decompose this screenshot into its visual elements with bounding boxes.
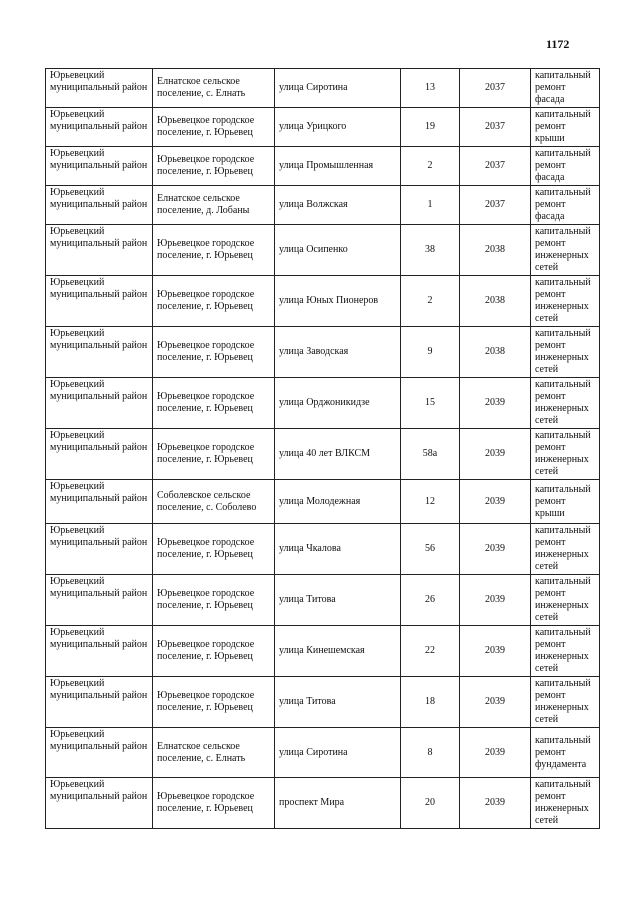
settlement-cell: Юрьевецкое городское поселение, г. Юрьевец: [153, 327, 275, 378]
table-row: [46, 677, 600, 728]
house-number-cell: 8: [401, 728, 460, 778]
year-cell: 2037: [460, 147, 531, 186]
table-row: [46, 524, 600, 575]
house-number-cell: 18: [401, 677, 460, 728]
work-type-cell: капитальный ремонт инженерных сетей: [531, 524, 600, 575]
year-cell: 2039: [460, 480, 531, 524]
street-cell: улица Чкалова: [275, 524, 401, 575]
district-cell: Юрьевецкий муниципальный район: [46, 677, 153, 728]
settlement-cell: Юрьевецкое городское поселение, г. Юрьевец: [153, 524, 275, 575]
year-cell: 2037: [460, 186, 531, 225]
year-cell: 2039: [460, 677, 531, 728]
house-number-cell: 58а: [401, 429, 460, 480]
district-cell: Юрьевецкий муниципальный район: [46, 225, 153, 276]
repair-schedule-table: [45, 68, 600, 829]
district-cell: Юрьевецкий муниципальный район: [46, 276, 153, 327]
district-cell: Юрьевецкий муниципальный район: [46, 524, 153, 575]
street-cell: улица Орджоникидзе: [275, 378, 401, 429]
work-type-cell: капитальный ремонт инженерных сетей: [531, 429, 600, 480]
street-cell: улица Сиротина: [275, 69, 401, 108]
table-row: [46, 147, 600, 186]
work-type-cell: капитальный ремонт фасада: [531, 69, 600, 108]
district-cell: Юрьевецкий муниципальный район: [46, 69, 153, 108]
house-number-cell: 12: [401, 480, 460, 524]
page-number: 1172: [546, 37, 570, 51]
settlement-cell: Юрьевецкое городское поселение, г. Юрьевец: [153, 147, 275, 186]
settlement-cell: Юрьевецкое городское поселение, г. Юрьевец: [153, 429, 275, 480]
year-cell: 2039: [460, 575, 531, 626]
house-number-cell: 20: [401, 778, 460, 829]
street-cell: улица Титова: [275, 575, 401, 626]
settlement-cell: Юрьевецкое городское поселение, г. Юрьевец: [153, 575, 275, 626]
house-number-cell: 15: [401, 378, 460, 429]
table-row: [46, 186, 600, 225]
district-cell: Юрьевецкий муниципальный район: [46, 480, 153, 524]
table-row: [46, 778, 600, 829]
settlement-cell: Елнатское сельское поселение, с. Елнать: [153, 69, 275, 108]
table-row: [46, 626, 600, 677]
settlement-cell: Юрьевецкое городское поселение, г. Юрьевец: [153, 276, 275, 327]
work-type-cell: капитальный ремонт крыши: [531, 480, 600, 524]
year-cell: 2039: [460, 429, 531, 480]
house-number-cell: 56: [401, 524, 460, 575]
district-cell: Юрьевецкий муниципальный район: [46, 147, 153, 186]
street-cell: улица 40 лет ВЛКСМ: [275, 429, 401, 480]
year-cell: 2039: [460, 378, 531, 429]
settlement-cell: Юрьевецкое городское поселение, г. Юрьевец: [153, 778, 275, 829]
table-row: [46, 378, 600, 429]
settlement-cell: Юрьевецкое городское поселение, г. Юрьевец: [153, 225, 275, 276]
table-row: [46, 108, 600, 147]
district-cell: Юрьевецкий муниципальный район: [46, 626, 153, 677]
house-number-cell: 38: [401, 225, 460, 276]
work-type-cell: капитальный ремонт инженерных сетей: [531, 575, 600, 626]
street-cell: улица Юных Пионеров: [275, 276, 401, 327]
district-cell: Юрьевецкий муниципальный район: [46, 327, 153, 378]
house-number-cell: 26: [401, 575, 460, 626]
table-row: [46, 225, 600, 276]
settlement-cell: Соболевское сельское поселение, с. Соболево: [153, 480, 275, 524]
street-cell: улица Осипенко: [275, 225, 401, 276]
year-cell: 2038: [460, 225, 531, 276]
street-cell: улица Урицкого: [275, 108, 401, 147]
year-cell: 2038: [460, 276, 531, 327]
street-cell: улица Сиротина: [275, 728, 401, 778]
street-cell: улица Молодежная: [275, 480, 401, 524]
table-row: [46, 69, 600, 108]
street-cell: улица Заводская: [275, 327, 401, 378]
house-number-cell: 22: [401, 626, 460, 677]
street-cell: улица Волжская: [275, 186, 401, 225]
year-cell: 2039: [460, 626, 531, 677]
table-row: [46, 327, 600, 378]
work-type-cell: капитальный ремонт инженерных сетей: [531, 626, 600, 677]
street-cell: проспект Мира: [275, 778, 401, 829]
table-row: [46, 276, 600, 327]
year-cell: 2039: [460, 524, 531, 575]
work-type-cell: капитальный ремонт фасада: [531, 186, 600, 225]
house-number-cell: 19: [401, 108, 460, 147]
year-cell: 2038: [460, 327, 531, 378]
table-row: [46, 429, 600, 480]
street-cell: улица Титова: [275, 677, 401, 728]
house-number-cell: 13: [401, 69, 460, 108]
house-number-cell: 2: [401, 147, 460, 186]
house-number-cell: 1: [401, 186, 460, 225]
house-number-cell: 9: [401, 327, 460, 378]
district-cell: Юрьевецкий муниципальный район: [46, 575, 153, 626]
work-type-cell: капитальный ремонт крыши: [531, 108, 600, 147]
work-type-cell: капитальный ремонт инженерных сетей: [531, 778, 600, 829]
settlement-cell: Юрьевецкое городское поселение, г. Юрьевец: [153, 677, 275, 728]
work-type-cell: капитальный ремонт инженерных сетей: [531, 378, 600, 429]
settlement-cell: Юрьевецкое городское поселение, г. Юрьевец: [153, 108, 275, 147]
house-number-cell: 2: [401, 276, 460, 327]
district-cell: Юрьевецкий муниципальный район: [46, 429, 153, 480]
work-type-cell: капитальный ремонт фасада: [531, 147, 600, 186]
year-cell: 2037: [460, 69, 531, 108]
district-cell: Юрьевецкий муниципальный район: [46, 728, 153, 778]
year-cell: 2039: [460, 728, 531, 778]
work-type-cell: капитальный ремонт фундамента: [531, 728, 600, 778]
district-cell: Юрьевецкий муниципальный район: [46, 778, 153, 829]
year-cell: 2039: [460, 778, 531, 829]
street-cell: улица Кинешемская: [275, 626, 401, 677]
table-row: [46, 728, 600, 778]
year-cell: 2037: [460, 108, 531, 147]
table-body: [46, 69, 600, 829]
settlement-cell: Елнатское сельское поселение, д. Лобаны: [153, 186, 275, 225]
settlement-cell: Елнатское сельское поселение, с. Елнать: [153, 728, 275, 778]
work-type-cell: капитальный ремонт инженерных сетей: [531, 225, 600, 276]
district-cell: Юрьевецкий муниципальный район: [46, 378, 153, 429]
work-type-cell: капитальный ремонт инженерных сетей: [531, 276, 600, 327]
settlement-cell: Юрьевецкое городское поселение, г. Юрьевец: [153, 378, 275, 429]
street-cell: улица Промышленная: [275, 147, 401, 186]
table-row: [46, 575, 600, 626]
district-cell: Юрьевецкий муниципальный район: [46, 108, 153, 147]
table-row: [46, 480, 600, 524]
settlement-cell: Юрьевецкое городское поселение, г. Юрьевец: [153, 626, 275, 677]
district-cell: Юрьевецкий муниципальный район: [46, 186, 153, 225]
work-type-cell: капитальный ремонт инженерных сетей: [531, 677, 600, 728]
work-type-cell: капитальный ремонт инженерных сетей: [531, 327, 600, 378]
